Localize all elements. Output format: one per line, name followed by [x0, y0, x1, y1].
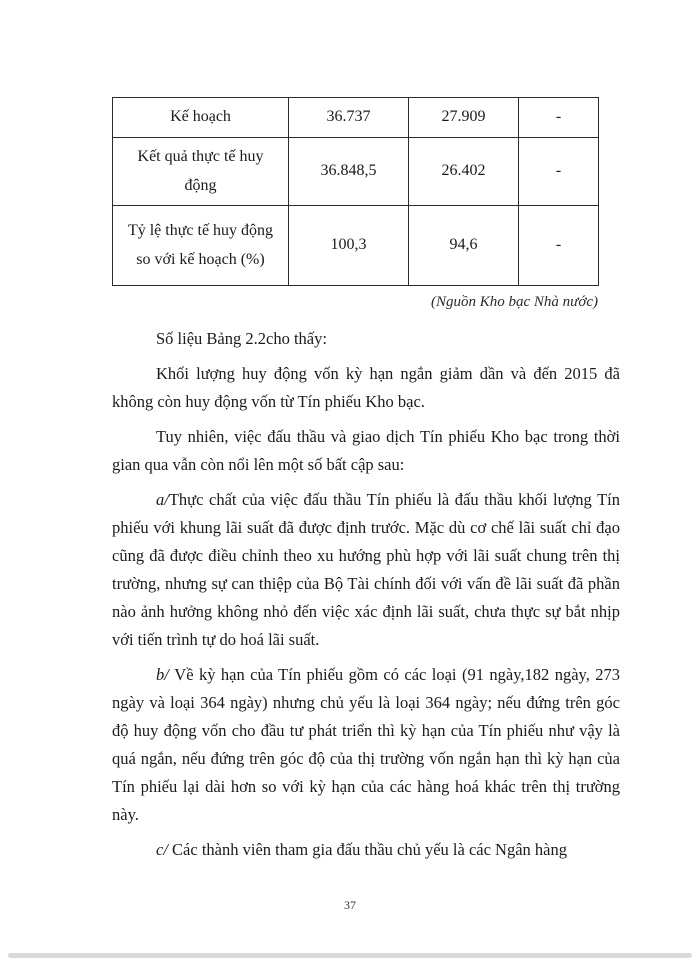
value-cell: 100,3: [289, 206, 409, 286]
body-text: [112, 325, 620, 864]
paragraph-lead: c/: [156, 840, 173, 859]
paragraph-lead: a/: [156, 490, 169, 509]
value-cell: 36.737: [289, 98, 409, 138]
row-label-cell: Tỷ lệ thực tế huy động so với kế hoạch (%): [113, 206, 289, 286]
source-note: (Nguồn Kho bạc Nhà nước): [430, 294, 598, 310]
paragraph: [112, 325, 620, 353]
table-row: [113, 98, 599, 138]
paragraph-text: Về kỳ hạn của Tín phiếu gồm có các loại (91 ngày,182 ngày, 273 ngày và loại 364 ngày) nhưng chủ yếu là loại 364 ngày; nếu đứng trên góc độ huy động vốn cho đầu tư phát triển thì kỳ hạn của Tín phiếu như vậy là quá ngắn, nếu đứng trên góc độ của thị trường vốn ngắn hạn thì kỳ hạn của Tín phiếu lại dài hơn so với kỳ hạn của các hàng hoá khác trên thị trường này.: [112, 665, 620, 824]
value-cell: 26.402: [409, 138, 519, 206]
paragraph-text: Số liệu Bảng 2.2cho thấy:: [156, 329, 327, 348]
page-number: 37: [344, 898, 356, 912]
value-cell: 94,6: [409, 206, 519, 286]
table-row: [113, 138, 599, 206]
paragraph: [112, 360, 620, 416]
row-label-cell: Kế hoạch: [113, 98, 289, 138]
row-label-cell: Kết quả thực tế huy động: [113, 138, 289, 206]
value-cell: -: [519, 138, 599, 206]
page-content: [112, 97, 620, 871]
paragraph-text: Thực chất của việc đấu thầu Tín phiếu là đấu thầu khối lượng Tín phiếu với khung lãi suất đã được định trước. Mặc dù cơ chế lãi suất chỉ đạo cũng đã được điều chỉnh theo xu hướng phù hợp với lãi suất chung trên thị trường, nhưng sự can thiệp của Bộ Tài chính đối với vấn đề lãi suất đã phần nào ảnh hưởng không nhỏ đến việc xác định lãi suất, chưa thực sự bắt nhịp với tiến trình tự do hoá lãi suất.: [112, 490, 620, 649]
value-cell: -: [519, 98, 599, 138]
page-bottom-edge: [8, 953, 692, 958]
paragraph-text: Khối lượng huy động vốn kỳ hạn ngắn giảm dần và đến 2015 đã không còn huy động vốn từ Tín phiếu Kho bạc.: [112, 364, 620, 411]
paragraph: [112, 836, 620, 864]
paragraph: [112, 423, 620, 479]
funding-results-table: [112, 97, 599, 286]
paragraph-text: Các thành viên tham gia đấu thầu chủ yếu là các Ngân hàng: [172, 840, 567, 859]
table-row: [113, 206, 599, 286]
value-cell: -: [519, 206, 599, 286]
paragraph-text: Tuy nhiên, việc đấu thầu và giao dịch Tín phiếu Kho bạc trong thời gian qua vẫn còn nổi lên một số bất cập sau:: [112, 427, 620, 474]
paragraph-lead: b/: [156, 665, 175, 684]
value-cell: 36.848,5: [289, 138, 409, 206]
paragraph: [112, 661, 620, 829]
value-cell: 27.909: [409, 98, 519, 138]
paragraph: [112, 486, 620, 654]
